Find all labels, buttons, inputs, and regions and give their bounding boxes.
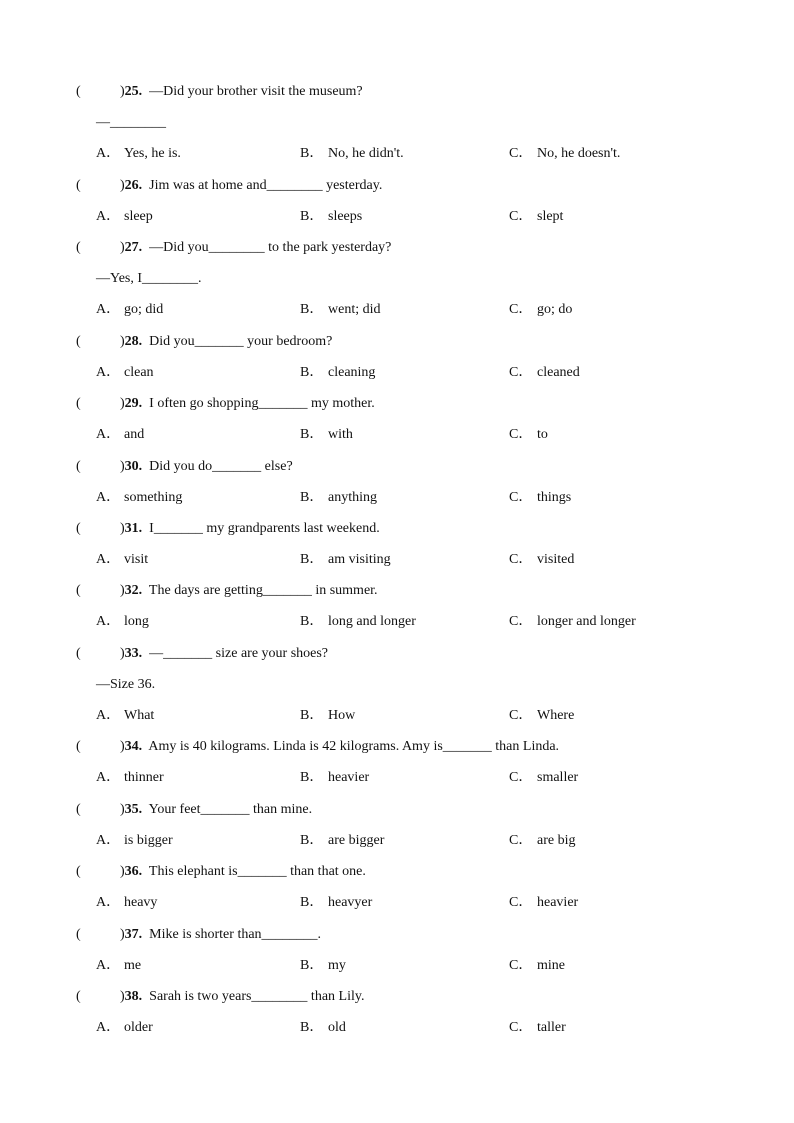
option-letter: A．	[96, 552, 121, 567]
option-text: cleaning	[328, 365, 376, 380]
dialogue-reply: —________	[96, 115, 166, 130]
option-letter: B．	[300, 958, 324, 973]
answer-paren-close: )30. Did you do_______ else?	[120, 459, 293, 474]
option-a[interactable]	[96, 425, 144, 445]
option-b[interactable]	[300, 612, 416, 632]
option-text: visit	[124, 552, 149, 567]
answer-paren-close: )35. Your feet_______ than mine.	[120, 802, 313, 817]
option-letter: A．	[96, 708, 121, 723]
option-text: heavy	[124, 895, 158, 910]
question-stem: —_______ size are your shoes?	[149, 646, 329, 661]
question-number: 29	[124, 396, 139, 411]
option-c[interactable]	[509, 1018, 566, 1038]
option-c[interactable]	[509, 550, 574, 570]
option-letter: C．	[509, 895, 533, 910]
answer-paren-close: )29. I often go shopping_______ my mother.	[120, 396, 375, 411]
option-text: sleep	[124, 209, 153, 224]
answer-paren-open: (	[76, 583, 81, 598]
option-letter: B．	[300, 833, 324, 848]
option-letter: C．	[509, 833, 533, 848]
option-text: sleeps	[328, 209, 363, 224]
option-text: No, he doesn't.	[537, 146, 621, 161]
answer-paren-open: (	[76, 646, 81, 661]
option-b[interactable]	[300, 300, 381, 320]
option-letter: A．	[96, 427, 121, 442]
answer-paren-open: (	[76, 989, 81, 1004]
option-text: taller	[537, 1020, 566, 1035]
option-letter: A．	[96, 365, 121, 380]
option-letter: C．	[509, 302, 533, 317]
option-c[interactable]	[509, 612, 636, 632]
question-number: 36	[124, 864, 139, 879]
option-b[interactable]	[300, 768, 369, 788]
option-text: longer and longer	[537, 614, 636, 629]
answer-paren-open: (	[76, 864, 81, 879]
option-c[interactable]	[509, 956, 565, 976]
question-stem: Sarah is two years________ than Lily.	[149, 989, 365, 1004]
option-text: are bigger	[328, 833, 385, 848]
question-stem: I_______ my grandparents last weekend.	[149, 521, 380, 536]
option-c[interactable]	[509, 425, 548, 445]
option-letter: B．	[300, 895, 324, 910]
option-text: with	[328, 427, 353, 442]
question-number: 31	[124, 521, 139, 536]
option-text: my	[328, 958, 346, 973]
option-letter: A．	[96, 1020, 121, 1035]
option-a[interactable]	[96, 612, 149, 632]
option-text: heavier	[328, 770, 370, 785]
option-b[interactable]	[300, 550, 391, 570]
option-text: heavyer	[328, 895, 373, 910]
option-letter: B．	[300, 770, 324, 785]
option-letter: A．	[96, 146, 121, 161]
option-c[interactable]	[509, 768, 578, 788]
question-number: 25	[124, 84, 139, 99]
option-text: Yes, he is.	[124, 146, 181, 161]
option-text: smaller	[537, 770, 579, 785]
answer-paren-close: )28. Did you_______ your bedroom?	[120, 334, 333, 349]
question-number: 26	[124, 178, 139, 193]
option-text: mine	[537, 958, 565, 973]
option-letter: B．	[300, 490, 324, 505]
option-a[interactable]	[96, 1018, 153, 1038]
answer-paren-open: (	[76, 334, 81, 349]
option-letter: B．	[300, 302, 324, 317]
question-number: 38	[124, 989, 139, 1004]
option-text: me	[124, 958, 142, 973]
answer-paren-open: (	[76, 739, 81, 754]
question-stem: Your feet_______ than mine.	[148, 802, 313, 817]
option-text: long	[124, 614, 149, 629]
option-letter: C．	[509, 770, 533, 785]
option-letter: C．	[509, 427, 533, 442]
answer-paren-open: (	[76, 459, 81, 474]
option-letter: A．	[96, 895, 121, 910]
option-letter: B．	[300, 1020, 324, 1035]
option-letter: C．	[509, 1020, 533, 1035]
answer-paren-open: (	[76, 84, 81, 99]
question-number: 28	[124, 334, 139, 349]
answer-paren-open: (	[76, 802, 81, 817]
answer-paren-open: (	[76, 178, 81, 193]
option-c[interactable]	[509, 207, 563, 227]
option-text: go; do	[537, 302, 573, 317]
answer-paren-open: (	[76, 927, 81, 942]
question-stem: Did you_______ your bedroom?	[149, 334, 333, 349]
option-letter: C．	[509, 365, 533, 380]
option-a[interactable]	[96, 488, 182, 508]
option-letter: B．	[300, 614, 324, 629]
answer-paren-close: )32. The days are getting_______ in summer.	[120, 583, 378, 598]
option-b[interactable]	[300, 1018, 346, 1038]
option-letter: A．	[96, 614, 121, 629]
option-letter: C．	[509, 958, 533, 973]
option-a[interactable]	[96, 300, 163, 320]
question-number: 27	[124, 240, 139, 255]
option-b[interactable]	[300, 144, 404, 164]
answer-paren-close: )27. —Did you________ to the park yesterday?	[120, 240, 392, 255]
option-text: anything	[328, 490, 377, 505]
option-c[interactable]	[509, 144, 620, 164]
option-letter: A．	[96, 833, 121, 848]
option-text: and	[124, 427, 145, 442]
option-letter: B．	[300, 209, 324, 224]
option-letter: A．	[96, 302, 121, 317]
question-number: 37	[124, 927, 139, 942]
option-letter: C．	[509, 490, 533, 505]
question-stem: I often go shopping_______ my mother.	[149, 396, 375, 411]
option-text: long and longer	[328, 614, 416, 629]
option-letter: B．	[300, 552, 324, 567]
option-letter: A．	[96, 209, 121, 224]
option-letter: C．	[509, 209, 533, 224]
option-letter: B．	[300, 146, 324, 161]
option-b[interactable]	[300, 207, 362, 227]
question-number: 30	[124, 459, 139, 474]
option-text: What	[124, 708, 155, 723]
option-text: something	[124, 490, 183, 505]
question-stem: Mike is shorter than________.	[149, 927, 322, 942]
option-text: thinner	[124, 770, 164, 785]
question-number: 34	[124, 739, 139, 754]
dialogue-reply: —Yes, I________.	[96, 271, 202, 286]
option-a[interactable]	[96, 363, 154, 383]
answer-paren-open: (	[76, 240, 81, 255]
answer-paren-close: )34. Amy is 40 kilograms. Linda is 42 kilograms. Amy is_______ than Linda.	[120, 739, 560, 754]
question-stem: Jim was at home and________ yesterday.	[149, 178, 383, 193]
option-letter: C．	[509, 708, 533, 723]
option-b[interactable]	[300, 363, 375, 383]
option-a[interactable]	[96, 831, 173, 851]
option-text: Where	[537, 708, 575, 723]
answer-paren-close: )33. —_______ size are your shoes?	[120, 646, 329, 661]
question-stem: This elephant is_______ than that one.	[148, 864, 366, 879]
option-text: am visiting	[328, 552, 391, 567]
option-text: slept	[537, 209, 564, 224]
option-letter: A．	[96, 490, 121, 505]
option-a[interactable]	[96, 550, 148, 570]
option-a[interactable]	[96, 207, 153, 227]
question-number: 35	[124, 802, 139, 817]
option-letter: C．	[509, 146, 533, 161]
option-text: things	[537, 490, 572, 505]
answer-paren-close: )38. Sarah is two years________ than Lily.	[120, 989, 365, 1004]
option-text: clean	[124, 365, 154, 380]
option-b[interactable]	[300, 956, 346, 976]
option-text: cleaned	[537, 365, 580, 380]
option-text: heavier	[537, 895, 579, 910]
answer-paren-open: (	[76, 396, 81, 411]
question-number: 33	[124, 646, 139, 661]
option-text: old	[328, 1020, 346, 1035]
option-c[interactable]	[509, 831, 575, 851]
option-letter: B．	[300, 427, 324, 442]
option-b[interactable]	[300, 425, 353, 445]
option-letter: C．	[509, 614, 533, 629]
option-c[interactable]	[509, 706, 574, 726]
answer-paren-close: )25. —Did your brother visit the museum?	[120, 84, 363, 99]
option-a[interactable]	[96, 144, 181, 164]
option-letter: A．	[96, 958, 121, 973]
option-text: No, he didn't.	[328, 146, 404, 161]
option-b[interactable]	[300, 831, 384, 851]
option-text: are big	[537, 833, 576, 848]
option-letter: C．	[509, 552, 533, 567]
option-text: to	[537, 427, 548, 442]
option-b[interactable]	[300, 893, 372, 913]
option-text: How	[328, 708, 356, 723]
option-a[interactable]	[96, 956, 141, 976]
question-number: 32	[124, 583, 139, 598]
option-c[interactable]	[509, 893, 578, 913]
option-c[interactable]	[509, 488, 571, 508]
question-stem: The days are getting_______ in summer.	[148, 583, 378, 598]
option-letter: A．	[96, 770, 121, 785]
option-text: is bigger	[124, 833, 173, 848]
option-a[interactable]	[96, 706, 154, 726]
option-c[interactable]	[509, 363, 580, 383]
answer-paren-open: (	[76, 521, 81, 536]
question-stem: —Did your brother visit the museum?	[149, 84, 363, 99]
answer-paren-close: )31. I_______ my grandparents last weekend.	[120, 521, 380, 536]
question-stem: —Did you________ to the park yesterday?	[149, 240, 392, 255]
option-text: older	[124, 1020, 153, 1035]
option-b[interactable]	[300, 706, 355, 726]
option-b[interactable]	[300, 488, 377, 508]
answer-paren-close: )26. Jim was at home and________ yesterday.	[120, 178, 383, 193]
option-letter: B．	[300, 708, 324, 723]
option-c[interactable]	[509, 300, 572, 320]
answer-paren-close: )37. Mike is shorter than________.	[120, 927, 322, 942]
answer-paren-close: )36. This elephant is_______ than that one.	[120, 864, 366, 879]
option-a[interactable]	[96, 768, 164, 788]
option-text: went; did	[328, 302, 381, 317]
question-stem: Amy is 40 kilograms. Linda is 42 kilograms. Amy is_______ than Linda.	[148, 739, 560, 754]
option-letter: B．	[300, 365, 324, 380]
question-stem: Did you do_______ else?	[149, 459, 293, 474]
option-text: go; did	[124, 302, 164, 317]
dialogue-reply: —Size 36.	[96, 677, 156, 692]
option-a[interactable]	[96, 893, 157, 913]
option-text: visited	[537, 552, 575, 567]
